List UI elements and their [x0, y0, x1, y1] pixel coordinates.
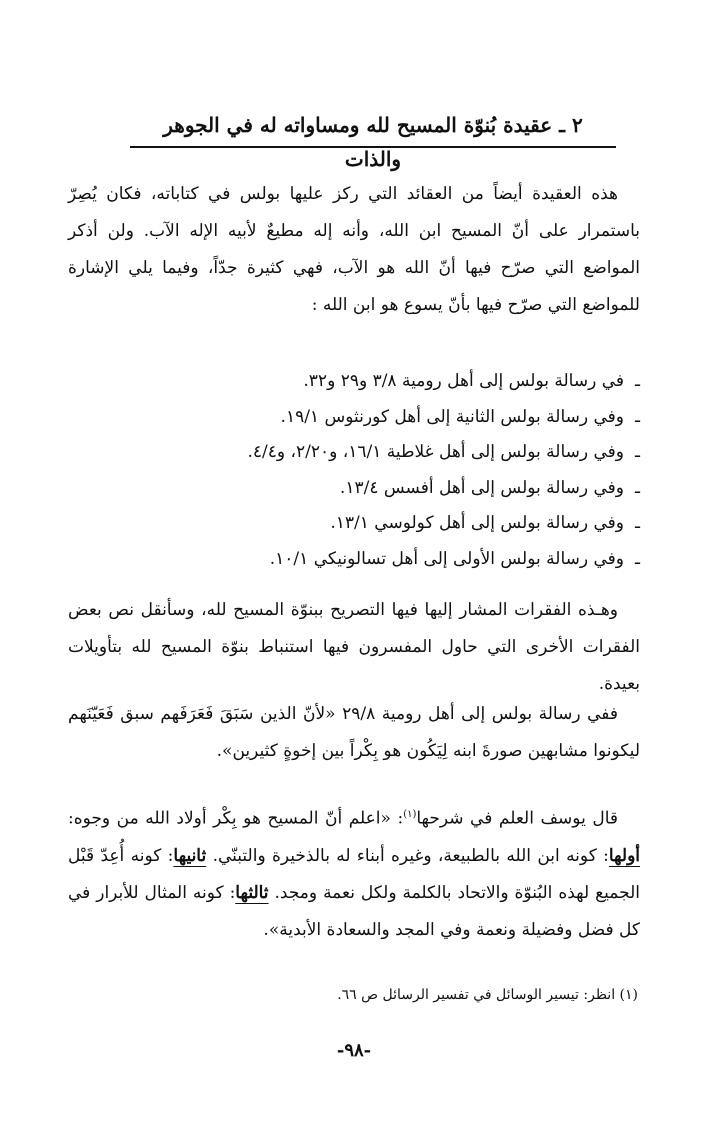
dash: ـ	[635, 371, 640, 391]
list-item	[68, 400, 640, 436]
dash: ـ	[635, 406, 640, 427]
quote-start: : «اعلم أنّ المسيح هو بِكْر أولاد الله من وجوه:	[68, 808, 404, 829]
third-paragraph	[68, 696, 640, 770]
second-text: : كونه أُعِدّ قَبْل الجميع لهذه البُنوّة والاتحاد بالكلمة ولكل نعمة ومجد.	[68, 845, 640, 903]
first-label: أولها	[608, 845, 641, 866]
second-paragraph	[68, 592, 640, 703]
list-item-text: في رسالة بولس إلى أهل رومية ٣/٨ و٢٩ و٣٢.	[303, 371, 624, 391]
third-paragraph-text: ففي رسالة بولس إلى أهل رومية ٢٩/٨ «لأنّ الذين سَبَقَ فَعَرَفَهم سبق فَعَيّنَهم ليكونوا مشابهين صورةَ ابنه لِيَكُون هو بِكْراً بين إخوةٍ كثيرين».	[68, 704, 640, 761]
third-text: : كونه المثال للأبرار في كل فضل وفضيلة ونعمة وفي المجد والسعادة الأبدية».	[68, 882, 640, 940]
list-item	[68, 435, 640, 471]
list-item-text: وفي رسالة بولس إلى أهل أفسس ١٣/٤.	[339, 477, 624, 498]
list-item	[68, 542, 640, 578]
intro-text: هذه العقيدة أيضاً من العقائد التي ركز عليها بولس في كتاباته، فكان يُصِرّ باستمرار على أنّ المسيح ابن الله، وأنه إله مطيعٌ لأبيه الإله الآب. ولن أذكر المواضع التي صرّح فيها أنّ الله هو الآب، فهي كثيرة جدّاً، وفيما يلي الإشارة للمواضع التي صرّح فيها بأنّ يسوع هو ابن الله :	[68, 184, 640, 315]
list-item	[68, 364, 640, 400]
page-number: -٩٨-	[336, 1040, 372, 1061]
dash: ـ	[635, 513, 640, 534]
dash: ـ	[635, 442, 640, 463]
intro-paragraph	[68, 176, 640, 324]
references-list	[68, 364, 640, 578]
list-item-text: وفي رسالة بولس الثانية إلى أهل كورنثوس ١٩/١.	[280, 406, 624, 427]
third-label: ثالثها	[235, 882, 269, 903]
fourth-paragraph-intro: قال يوسف العلم في شرحها	[416, 808, 618, 829]
second-label: ثانيها	[173, 845, 207, 866]
first-text: : كونه ابن الله بالطبيعة، وغيره أبناء له بالذخيرة والتبنّي.	[212, 845, 609, 866]
footnote-marker: (١)	[403, 809, 417, 820]
list-item-text: وفي رسالة بولس إلى أهل كولوسي ١٣/١.	[330, 513, 624, 534]
list-item	[68, 471, 640, 507]
fourth-paragraph	[68, 796, 640, 949]
list-item-text: وفي رسالة بولس إلى أهل غلاطية ١٦/١، و٢/٢٠، و٤/٤.	[247, 442, 624, 463]
section-heading: ٢ ـ عقيدة بُنوّة المسيح لله ومساواته له في الجوهر والذات	[163, 113, 583, 171]
second-paragraph-text: وهـذه الفقرات المشار إليها فيها التصريح ببنوّة المسيح لله، وسأنقل نص بعض الفقرات الأخرى التي حاول المفسرون فيها استنباط بنوّة المسيح لله بتأويلات بعيدة.	[68, 600, 640, 694]
list-item	[68, 506, 640, 542]
dash: ـ	[635, 548, 640, 569]
list-item-text: وفي رسالة بولس الأولى إلى أهل تسالونيكي ١٠/١.	[269, 548, 624, 569]
footnote: (١) انظر: تيسير الوسائل في تفسير الرسائل ص ٦٦.	[337, 987, 638, 1003]
heading-underline	[130, 146, 616, 148]
dash: ـ	[635, 477, 640, 498]
